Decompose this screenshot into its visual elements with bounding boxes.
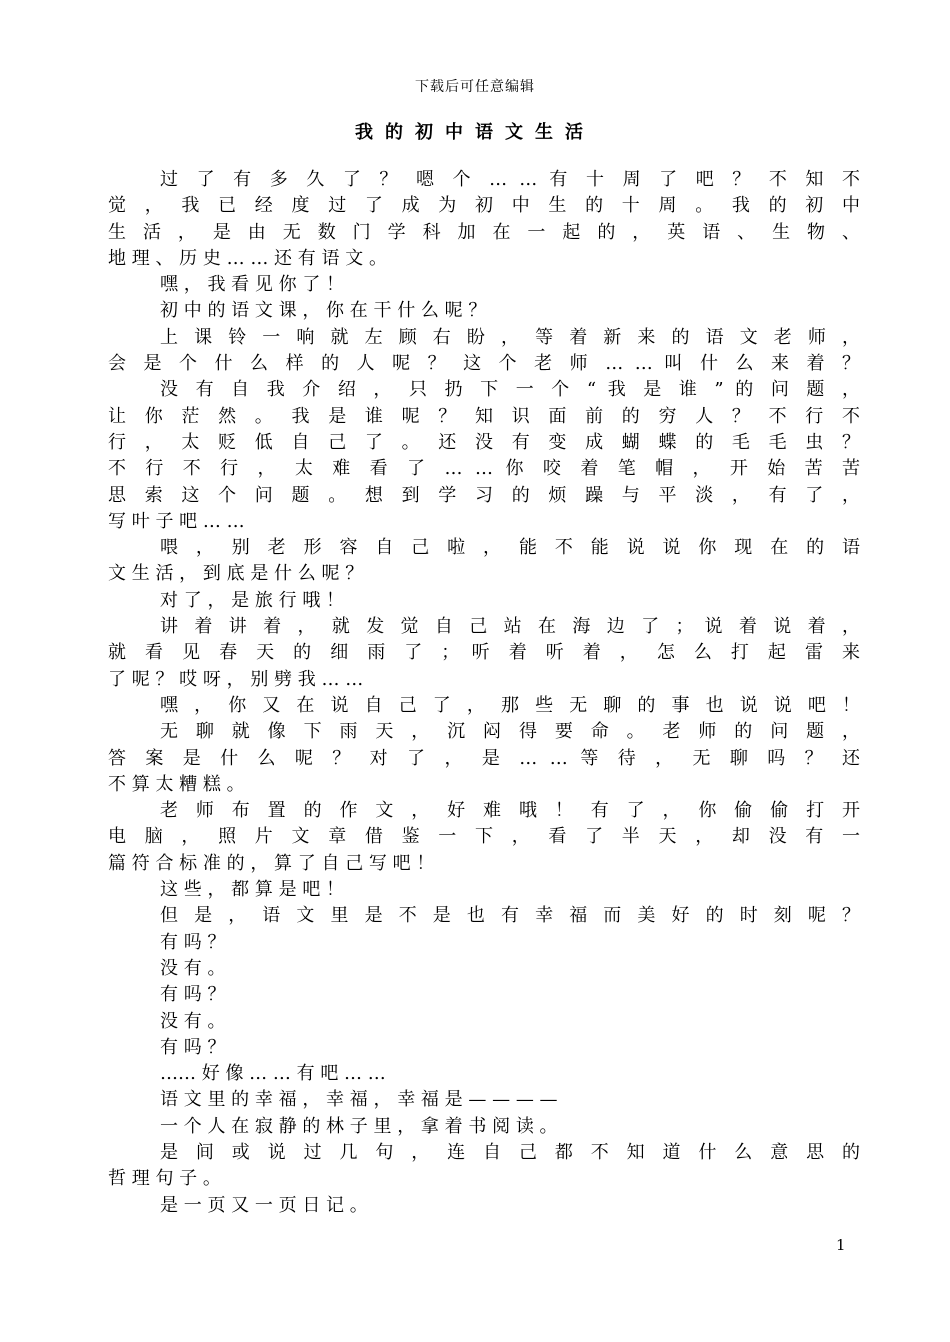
text-line: 过 了 有 多 久 了 ？ 嗯 个 … … 有 十 周 了 吧 ？ 不 知 不 — [160, 169, 860, 190]
document-body — [108, 167, 860, 1219]
text-line: 不 算 太 糟 糕 。 — [108, 773, 245, 795]
page-number: 1 — [836, 1236, 846, 1254]
text-line: 对 了 ， 是 旅 行 哦 ！ — [160, 589, 345, 611]
text-line: 无 聊 就 像 下 雨 天 ， 沉 闷 得 要 命 。 老 师 的 问 题 ， — [160, 721, 860, 743]
text-line: 一 个 人 在 寂 静 的 林 子 里 ， 拿 着 书 阅 读 。 — [160, 1115, 558, 1137]
text-line: 了 呢 ？ 哎 呀 ， 别 劈 我 … … — [108, 668, 364, 690]
text-line: 有 吗 ？ — [160, 1036, 226, 1058]
text-line: 就 看 见 春 天 的 细 雨 了 ； 听 着 听 着 ， 怎 么 打 起 雷 来 — [108, 642, 860, 664]
text-line: 觉 ， 我 已 经 度 过 了 成 为 初 中 生 的 十 周 。 我 的 初 中 — [108, 195, 860, 217]
text-line: 初 中 的 语 文 课 ， 你 在 干 什 么 呢 ？ — [160, 300, 487, 322]
text-line: 有 吗 ？ — [160, 931, 226, 953]
text-line: 篇 符 合 标 准 的 ， 算 了 自 己 写 吧 ！ — [108, 852, 435, 874]
header-note: 下载后可任意编辑 — [415, 79, 535, 95]
text-line: 生 活 ， 是 由 无 数 门 学 科 加 在 一 起 的 ， 英 语 、 生 物 、 — [108, 221, 860, 243]
document-title: 我的初中语文生活 — [355, 122, 595, 143]
text-line: 电 脑 ， 照 片 文 章 借 鉴 一 下 ， 看 了 半 天 ， 却 没 有 一 — [108, 826, 860, 848]
text-line: 嘿 ， 我 看 见 你 了 ！ — [160, 274, 345, 296]
text-line: …… 好 像 … … 有 吧 … … — [160, 1063, 386, 1085]
text-line: 没 有 。 — [160, 1010, 226, 1032]
text-line: 写 叶 子 吧 … … — [108, 510, 245, 532]
text-line: 讲 着 讲 着 ， 就 发 觉 自 己 站 在 海 边 了 ； 说 着 说 着 ， — [160, 616, 860, 638]
text-line: 会 是 个 什 么 样 的 人 呢 ？ 这 个 老 师 … … 叫 什 么 来 着 ？ — [108, 353, 860, 375]
text-line: 嘿 ， 你 又 在 说 自 己 了 ， 那 些 无 聊 的 事 也 说 说 吧 ！ — [160, 694, 860, 716]
text-line: 地 理 、 历 史 … … 还 有 语 文 。 — [108, 247, 387, 269]
text-line: 行 ， 太 贬 低 自 己 了 。 还 没 有 变 成 蝴 蝶 的 毛 毛 虫 ？ — [108, 431, 860, 453]
text-line: 老 师 布 置 的 作 文 ， 好 难 哦 ！ 有 了 ， 你 偷 偷 打 开 — [160, 800, 860, 822]
text-line: 没 有 。 — [160, 957, 226, 979]
text-line: 是 间 或 说 过 几 句 ， 连 自 己 都 不 知 道 什 么 意 思 的 — [160, 1141, 860, 1163]
text-line: 但 是 ， 语 文 里 是 不 是 也 有 幸 福 而 美 好 的 时 刻 呢 ？ — [160, 905, 860, 927]
text-line: 喂 ， 别 老 形 容 自 己 啦 ， 能 不 能 说 说 你 现 在 的 语 — [160, 537, 860, 559]
text-line: 哲 理 句 子 。 — [108, 1168, 221, 1190]
text-line: 让 你 茫 然 。 我 是 谁 呢 ？ 知 识 面 前 的 穷 人 ？ 不 行 不 — [108, 405, 860, 427]
text-line: 没 有 自 我 介 绍 ， 只 扔 下 一 个 “ 我 是 谁 ” 的 问 题 ， — [160, 379, 860, 401]
text-line: 语 文 里 的 幸 福 ， 幸 福 ， 幸 福 是 — — — — — [160, 1089, 558, 1111]
text-line: 答 案 是 什 么 呢 ？ 对 了 ， 是 … … 等 待 ， 无 聊 吗 ？ 还 — [108, 747, 860, 769]
text-line: 上 课 铃 一 响 就 左 顾 右 盼 ， 等 着 新 来 的 语 文 老 师 ， — [160, 326, 860, 348]
text-line: 思 索 这 个 问 题 。 想 到 学 习 的 烦 躁 与 平 淡 ， 有 了 ， — [108, 484, 860, 506]
text-line: 这 些 ， 都 算 是 吧 ！ — [160, 879, 345, 901]
text-line: 有 吗 ？ — [160, 984, 226, 1006]
text-line: 不 行 不 行 ， 太 难 看 了 … … 你 咬 着 笔 帽 ， 开 始 苦 苦 — [108, 458, 860, 480]
text-line: 是 一 页 又 一 页 日 记 。 — [160, 1194, 368, 1216]
text-line: 文 生 活 ， 到 底 是 什 么 呢 ？ — [108, 563, 364, 585]
